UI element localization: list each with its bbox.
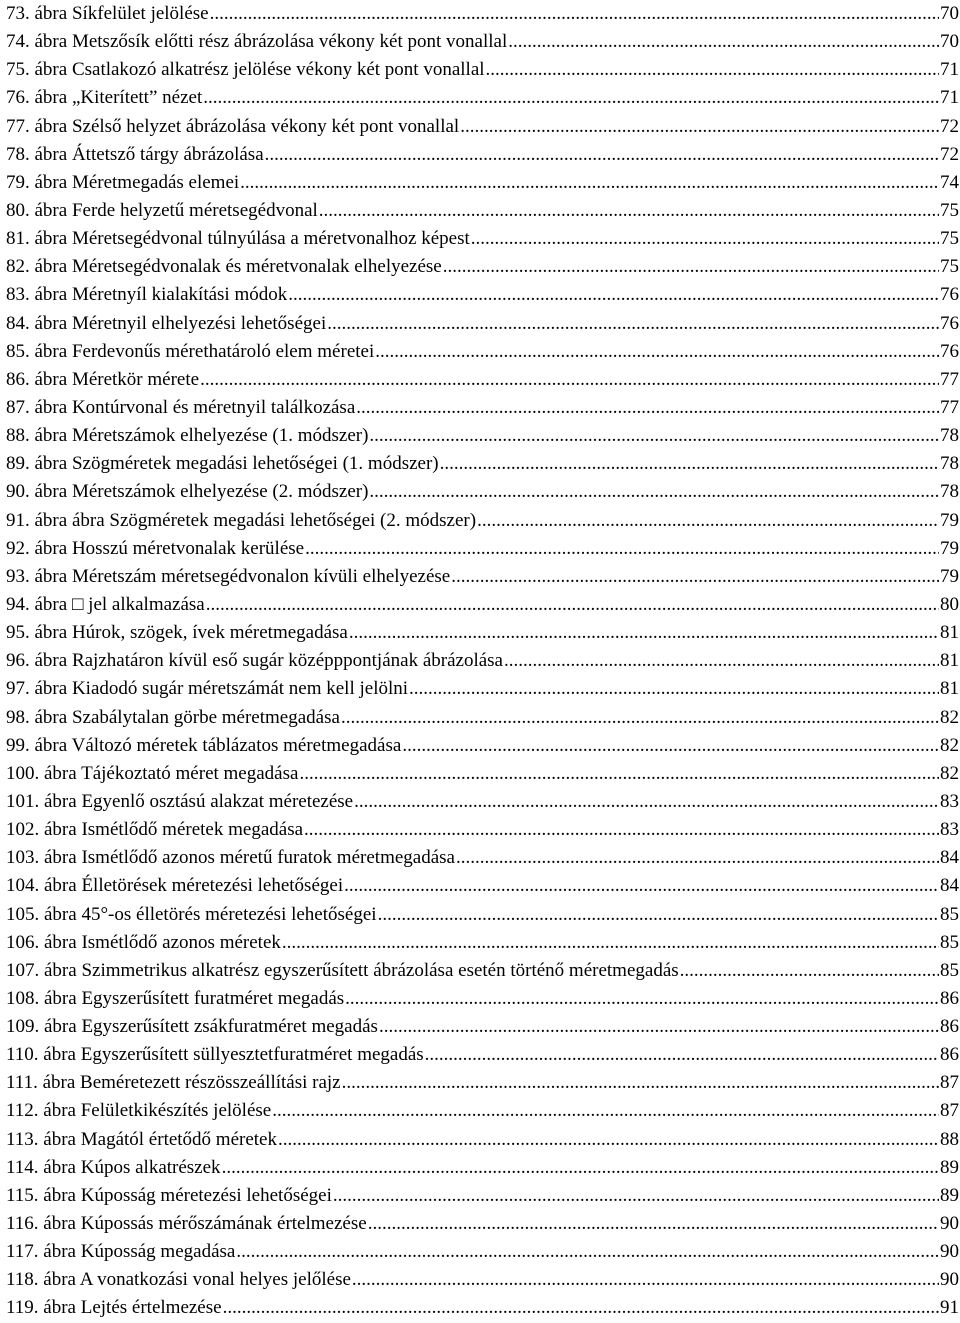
toc-entry[interactable]	[0, 1294, 960, 1322]
dot-leader	[299, 760, 939, 788]
toc-entry-page-number: 84	[940, 875, 959, 897]
dot-leader	[369, 478, 939, 506]
toc-entry-title: 92. ábra Hosszú méretvonalak kerülése	[6, 537, 305, 559]
toc-entry-title: 115. ábra Kúposság méretezési lehetőségei	[6, 1184, 332, 1206]
toc-entry-page-number: 86	[940, 987, 959, 1009]
dot-leader	[236, 1238, 939, 1266]
dot-leader	[305, 535, 939, 563]
dot-leader	[368, 1210, 939, 1238]
toc-entry-page-number: 89	[940, 1156, 959, 1178]
toc-entry-title: 98. ábra Szabálytalan görbe méretmegadása	[6, 706, 340, 728]
toc-entry[interactable]	[0, 535, 960, 563]
toc-entry-title: 96. ábra Rajzhatáron kívül eső sugár középppontjának ábrázolása	[6, 650, 503, 672]
dot-leader	[378, 901, 939, 929]
toc-entry[interactable]	[0, 957, 960, 985]
toc-entry[interactable]	[0, 788, 960, 816]
dot-leader	[375, 338, 939, 366]
dot-leader	[477, 507, 939, 535]
toc-entry-title: 75. ábra Csatlakozó alkatrész jelölése vékony két pont vonallal	[6, 59, 485, 81]
dot-leader	[486, 56, 939, 84]
toc-entry-title: 103. ábra Ismétlődő azonos méretű furatok méretmegadása	[6, 847, 455, 869]
toc-entry[interactable]	[0, 901, 960, 929]
toc-entry[interactable]	[0, 56, 960, 84]
toc-entry-title: 89. ábra Szögméretek megadási lehetőségei (1. módszer)	[6, 453, 439, 475]
toc-entry[interactable]	[0, 619, 960, 647]
toc-entry-page-number: 72	[940, 143, 959, 165]
dot-leader	[504, 647, 939, 675]
toc-entry-page-number: 80	[940, 593, 959, 615]
toc-entry[interactable]	[0, 1126, 960, 1154]
toc-entry-page-number: 85	[940, 959, 959, 981]
toc-entry[interactable]	[0, 169, 960, 197]
toc-entry-page-number: 85	[940, 931, 959, 953]
toc-entry-title: 110. ábra Egyszerűsített süllyesztetfuratméret megadás	[6, 1044, 424, 1066]
toc-entry[interactable]	[0, 281, 960, 309]
toc-entry-title: 118. ábra A vonatkozási vonal helyes jelőlése	[6, 1269, 351, 1291]
toc-entry[interactable]	[0, 0, 960, 28]
toc-entry[interactable]	[0, 84, 960, 112]
toc-entry-title: 90. ábra Méretszámok elhelyezése (2. módszer)	[6, 481, 369, 503]
dot-leader	[304, 816, 939, 844]
toc-entry-page-number: 82	[940, 706, 959, 728]
toc-entry[interactable]	[0, 1069, 960, 1097]
dot-leader	[278, 1126, 939, 1154]
toc-entry-title: 100. ábra Tájékoztató méret megadása	[6, 762, 299, 784]
dot-leader	[409, 675, 939, 703]
toc-entry-title: 88. ábra Méretszámok elhelyezése (1. módszer)	[6, 425, 369, 447]
toc-entry-title: 76. ábra „Kiterített” nézet	[6, 87, 203, 109]
toc-entry-page-number: 75	[940, 228, 959, 250]
toc-entry-page-number: 87	[940, 1100, 959, 1122]
toc-entry-title: 73. ábra Síkfelület jelölése	[6, 3, 209, 24]
dot-leader	[342, 1069, 939, 1097]
dot-leader	[379, 1013, 939, 1041]
dot-leader	[341, 704, 939, 732]
toc-entry[interactable]	[0, 647, 960, 675]
toc-entry-title: 79. ábra Méretmegadás elemei	[6, 171, 240, 193]
dot-leader	[356, 394, 939, 422]
toc-entry-title: 107. ábra Szimmetrikus alkatrész egyszerűsített ábrázolása esetén történő méretmegadás	[6, 959, 679, 981]
dot-leader	[265, 141, 939, 169]
dot-leader	[333, 1182, 939, 1210]
dot-leader	[456, 844, 939, 872]
toc-entry[interactable]	[0, 366, 960, 394]
toc-entry-title: 109. ábra Egyszerűsített zsákfuratméret megadás	[6, 1016, 378, 1038]
toc-entry-page-number: 82	[940, 734, 959, 756]
toc-entry-page-number: 70	[940, 31, 959, 53]
toc-entry-page-number: 79	[940, 537, 959, 559]
dot-leader	[471, 225, 939, 253]
toc-entry-page-number: 79	[940, 509, 959, 531]
toc-entry-title: 83. ábra Méretnyíl kialakítási módok	[6, 284, 288, 306]
toc-entry-page-number: 90	[940, 1241, 959, 1263]
dot-leader	[352, 1266, 939, 1294]
dot-leader	[282, 929, 939, 957]
toc-entry-page-number: 72	[940, 115, 959, 137]
toc-entry-title: 101. ábra Egyenlő osztású alakzat méretezése	[6, 790, 354, 812]
dot-leader	[272, 1097, 939, 1125]
toc-entry-title: 78. ábra Áttetsző tárgy ábrázolása	[6, 143, 264, 165]
toc-entry-title: 82. ábra Méretsegédvonalak és méretvonalak elhelyezése	[6, 256, 442, 278]
toc-entry[interactable]	[0, 1097, 960, 1125]
toc-entry-page-number: 86	[940, 1016, 959, 1038]
toc-entry[interactable]	[0, 929, 960, 957]
toc-entry-page-number: 83	[940, 790, 959, 812]
toc-entry[interactable]	[0, 760, 960, 788]
toc-entry-page-number: 70	[940, 3, 959, 24]
dot-leader	[206, 591, 939, 619]
toc-entry-title: 86. ábra Méretkör mérete	[6, 368, 200, 390]
dot-leader	[460, 113, 939, 141]
toc-entry-title: 108. ábra Egyszerűsített furatméret megadás	[6, 987, 345, 1009]
toc-entry-page-number: 76	[940, 340, 959, 362]
dot-leader	[425, 1041, 939, 1069]
toc-entry-title: 113. ábra Magától értetődő méretek	[6, 1128, 277, 1150]
dot-leader	[240, 169, 939, 197]
toc-entry[interactable]	[0, 1182, 960, 1210]
toc-entry[interactable]	[0, 253, 960, 281]
toc-entry[interactable]	[0, 844, 960, 872]
toc-entry-page-number: 91	[940, 1297, 959, 1319]
dot-leader	[369, 422, 939, 450]
toc-entry[interactable]	[0, 732, 960, 760]
toc-entry-page-number: 84	[940, 847, 959, 869]
toc-entry[interactable]	[0, 310, 960, 338]
toc-entry[interactable]	[0, 985, 960, 1013]
dot-leader	[354, 788, 939, 816]
toc-entry[interactable]	[0, 141, 960, 169]
toc-entry-title: 77. ábra Szélső helyzet ábrázolása vékony két pont vonallal	[6, 115, 460, 137]
toc-entry[interactable]	[0, 1154, 960, 1182]
toc-entry[interactable]	[0, 563, 960, 591]
toc-entry-title: 81. ábra Méretsegédvonal túlnyúlása a méretvonalhoz képest	[6, 228, 470, 250]
dot-leader	[508, 28, 939, 56]
dot-leader	[344, 872, 939, 900]
toc-entry-title: 84. ábra Méretnyil elhelyezési lehetőségei	[6, 312, 327, 334]
dot-leader	[443, 253, 939, 281]
toc-entry-page-number: 77	[940, 368, 959, 390]
toc-entry-title: 93. ábra Méretszám méretsegédvonalon kívüli elhelyezése	[6, 565, 451, 587]
toc-entry[interactable]	[0, 478, 960, 506]
toc-entry-title: 94. ábra □ jel alkalmazása	[6, 593, 205, 615]
dot-leader	[345, 985, 939, 1013]
toc-entry-title: 91. ábra ábra Szögméretek megadási lehetőségei (2. módszer)	[6, 509, 477, 531]
dot-leader	[222, 1154, 939, 1182]
toc-entry-page-number: 87	[940, 1072, 959, 1094]
toc-entry[interactable]	[0, 28, 960, 56]
dot-leader	[319, 197, 939, 225]
toc-entry-title: 114. ábra Kúpos alkatrészek	[6, 1156, 221, 1178]
toc-entry-page-number: 71	[940, 59, 959, 81]
toc-entry-title: 97. ábra Kiadodó sugár méretszámát nem kell jelölni	[6, 678, 409, 700]
toc-entry-page-number: 77	[940, 396, 959, 418]
toc-entry[interactable]	[0, 113, 960, 141]
toc-entry-title: 104. ábra Élletörések méretezési lehetőségei	[6, 875, 344, 897]
toc-entry[interactable]	[0, 422, 960, 450]
toc-entry[interactable]	[0, 225, 960, 253]
toc-entry-title: 112. ábra Felületkikészítés jelölése	[6, 1100, 272, 1122]
toc-entry[interactable]	[0, 507, 960, 535]
toc-entry-title: 106. ábra Ismétlődő azonos méretek	[6, 931, 281, 953]
toc-entry-page-number: 79	[940, 565, 959, 587]
toc-entry-title: 74. ábra Metszősík előtti rész ábrázolása vékony két pont vonallal	[6, 31, 508, 53]
toc-entry-page-number: 78	[940, 481, 959, 503]
toc-entry[interactable]	[0, 704, 960, 732]
toc-entry-page-number: 81	[940, 622, 959, 644]
dot-leader	[440, 450, 939, 478]
toc-entry-page-number: 81	[940, 650, 959, 672]
toc-entry-page-number: 78	[940, 425, 959, 447]
toc-entry-page-number: 86	[940, 1044, 959, 1066]
dot-leader	[451, 563, 939, 591]
toc-entry-title: 119. ábra Lejtés értelmezése	[6, 1297, 222, 1319]
toc-entry-title: 105. ábra 45°-os élletörés méretezési lehetőségei	[6, 903, 377, 925]
toc-entry-page-number: 74	[940, 171, 959, 193]
toc-entry-title: 111. ábra Beméretezett részösszeállítási rajz	[6, 1072, 341, 1094]
toc-entry-page-number: 78	[940, 453, 959, 475]
toc-entry-page-number: 83	[940, 819, 959, 841]
toc-entry-page-number: 88	[940, 1128, 959, 1150]
dot-leader	[327, 310, 939, 338]
toc-entry-page-number: 71	[940, 87, 959, 109]
dot-leader	[288, 281, 939, 309]
dot-leader	[680, 957, 939, 985]
toc-entry-page-number: 90	[940, 1269, 959, 1291]
dot-leader	[210, 0, 939, 28]
toc-entry[interactable]	[0, 591, 960, 619]
toc-entry-page-number: 82	[940, 762, 959, 784]
toc-entry[interactable]	[0, 1013, 960, 1041]
toc-entry-page-number: 89	[940, 1184, 959, 1206]
dot-leader	[349, 619, 939, 647]
toc-entry-page-number: 81	[940, 678, 959, 700]
toc-entry[interactable]	[0, 1266, 960, 1294]
toc-entry[interactable]	[0, 872, 960, 900]
toc-entry-title: 80. ábra Ferde helyzetű méretsegédvonal	[6, 199, 318, 221]
toc-entry-page-number: 75	[940, 256, 959, 278]
toc-entry[interactable]	[0, 675, 960, 703]
dot-leader	[402, 732, 939, 760]
toc-entry[interactable]	[0, 1041, 960, 1069]
dot-leader	[203, 84, 939, 112]
toc-entry-title: 85. ábra Ferdevonűs mérethatároló elem méretei	[6, 340, 375, 362]
toc-entry-page-number: 76	[940, 284, 959, 306]
toc-entry-title: 117. ábra Kúposság megadása	[6, 1241, 236, 1263]
toc-entry-title: 102. ábra Ismétlődő méretek megadása	[6, 819, 304, 841]
toc-entry[interactable]	[0, 394, 960, 422]
dot-leader	[223, 1294, 939, 1322]
toc-entry-page-number: 75	[940, 199, 959, 221]
toc-entry-title: 87. ábra Kontúrvonal és méretnyil találkozása	[6, 396, 356, 418]
toc-entry[interactable]	[0, 1210, 960, 1238]
toc-entry-title: 95. ábra Húrok, szögek, ívek méretmegadása	[6, 622, 348, 644]
toc-entry-page-number: 85	[940, 903, 959, 925]
toc-entry-title: 99. ábra Változó méretek táblázatos méretmegadása	[6, 734, 402, 756]
toc-entry[interactable]	[0, 338, 960, 366]
dot-leader	[200, 366, 939, 394]
toc-entry-title: 116. ábra Kúpossás mérőszámának értelmezése	[6, 1213, 367, 1235]
toc-entry[interactable]	[0, 816, 960, 844]
toc-entry[interactable]	[0, 1238, 960, 1266]
toc-entry-page-number: 76	[940, 312, 959, 334]
toc-entry[interactable]	[0, 197, 960, 225]
toc-entry-page-number: 90	[940, 1213, 959, 1235]
toc-entry[interactable]	[0, 450, 960, 478]
